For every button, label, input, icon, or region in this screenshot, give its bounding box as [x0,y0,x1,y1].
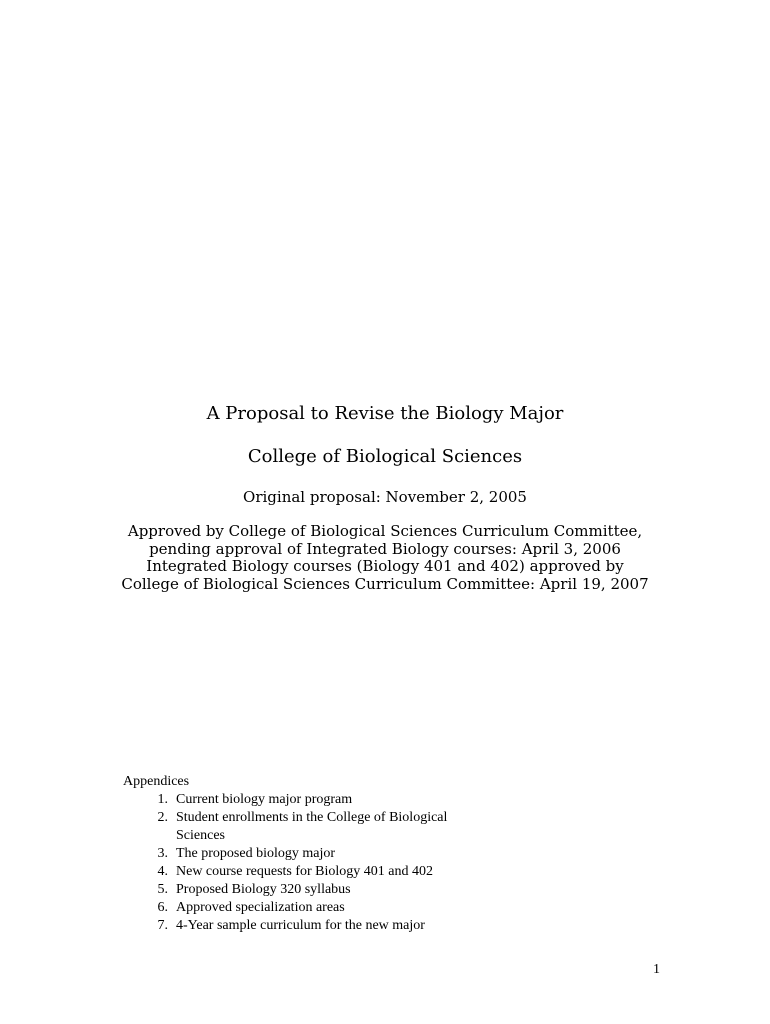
approval-note: Integrated Biology courses (Biology 401 and 402) approved by College of Biological Sciences Curriculum Committee: April 19, 2007 [121,557,649,593]
list-item [123,791,483,809]
approval-note: Approved by College of Biological Sciences Curriculum Committee, pending approval of Integrated Biology courses: April 3, 2006 [127,523,643,558]
list-item-text: Current biology major program [176,792,353,807]
list-item-number: 2. [157,810,168,825]
list-item-number: 4. [157,864,168,879]
list-item [123,863,483,881]
list-item [123,899,483,917]
list-item-text: Approved specialization areas [176,900,345,915]
list-item-text: The proposed biology major [176,846,336,861]
document-title: A Proposal to Revise the Biology Major [206,403,564,424]
page-number: 1 [653,962,660,977]
list-item [123,809,483,845]
original-proposal-date: Original proposal: November 2, 2005 [243,488,527,506]
appendices-section [123,773,483,935]
list-item-number: 6. [157,900,168,915]
list-item-text: Proposed Biology 320 syllabus [176,882,351,897]
list-item-number: 7. [157,918,168,933]
appendices-heading: Appendices [123,774,190,789]
list-item-number: 1. [157,792,168,807]
list-item-number: 3. [157,846,168,861]
list-item-text: Student enrollments in the College of Biological Sciences [176,810,448,843]
college-name: College of Biological Sciences [247,446,523,467]
list-item-text: New course requests for Biology 401 and 402 [176,864,434,879]
list-item [123,881,483,899]
appendix-list [123,791,483,935]
list-item-text: 4-Year sample curriculum for the new major [176,918,425,933]
list-item-number: 5. [157,882,168,897]
list-item [123,917,483,935]
approval-notes [120,523,650,623]
list-item [123,845,483,863]
